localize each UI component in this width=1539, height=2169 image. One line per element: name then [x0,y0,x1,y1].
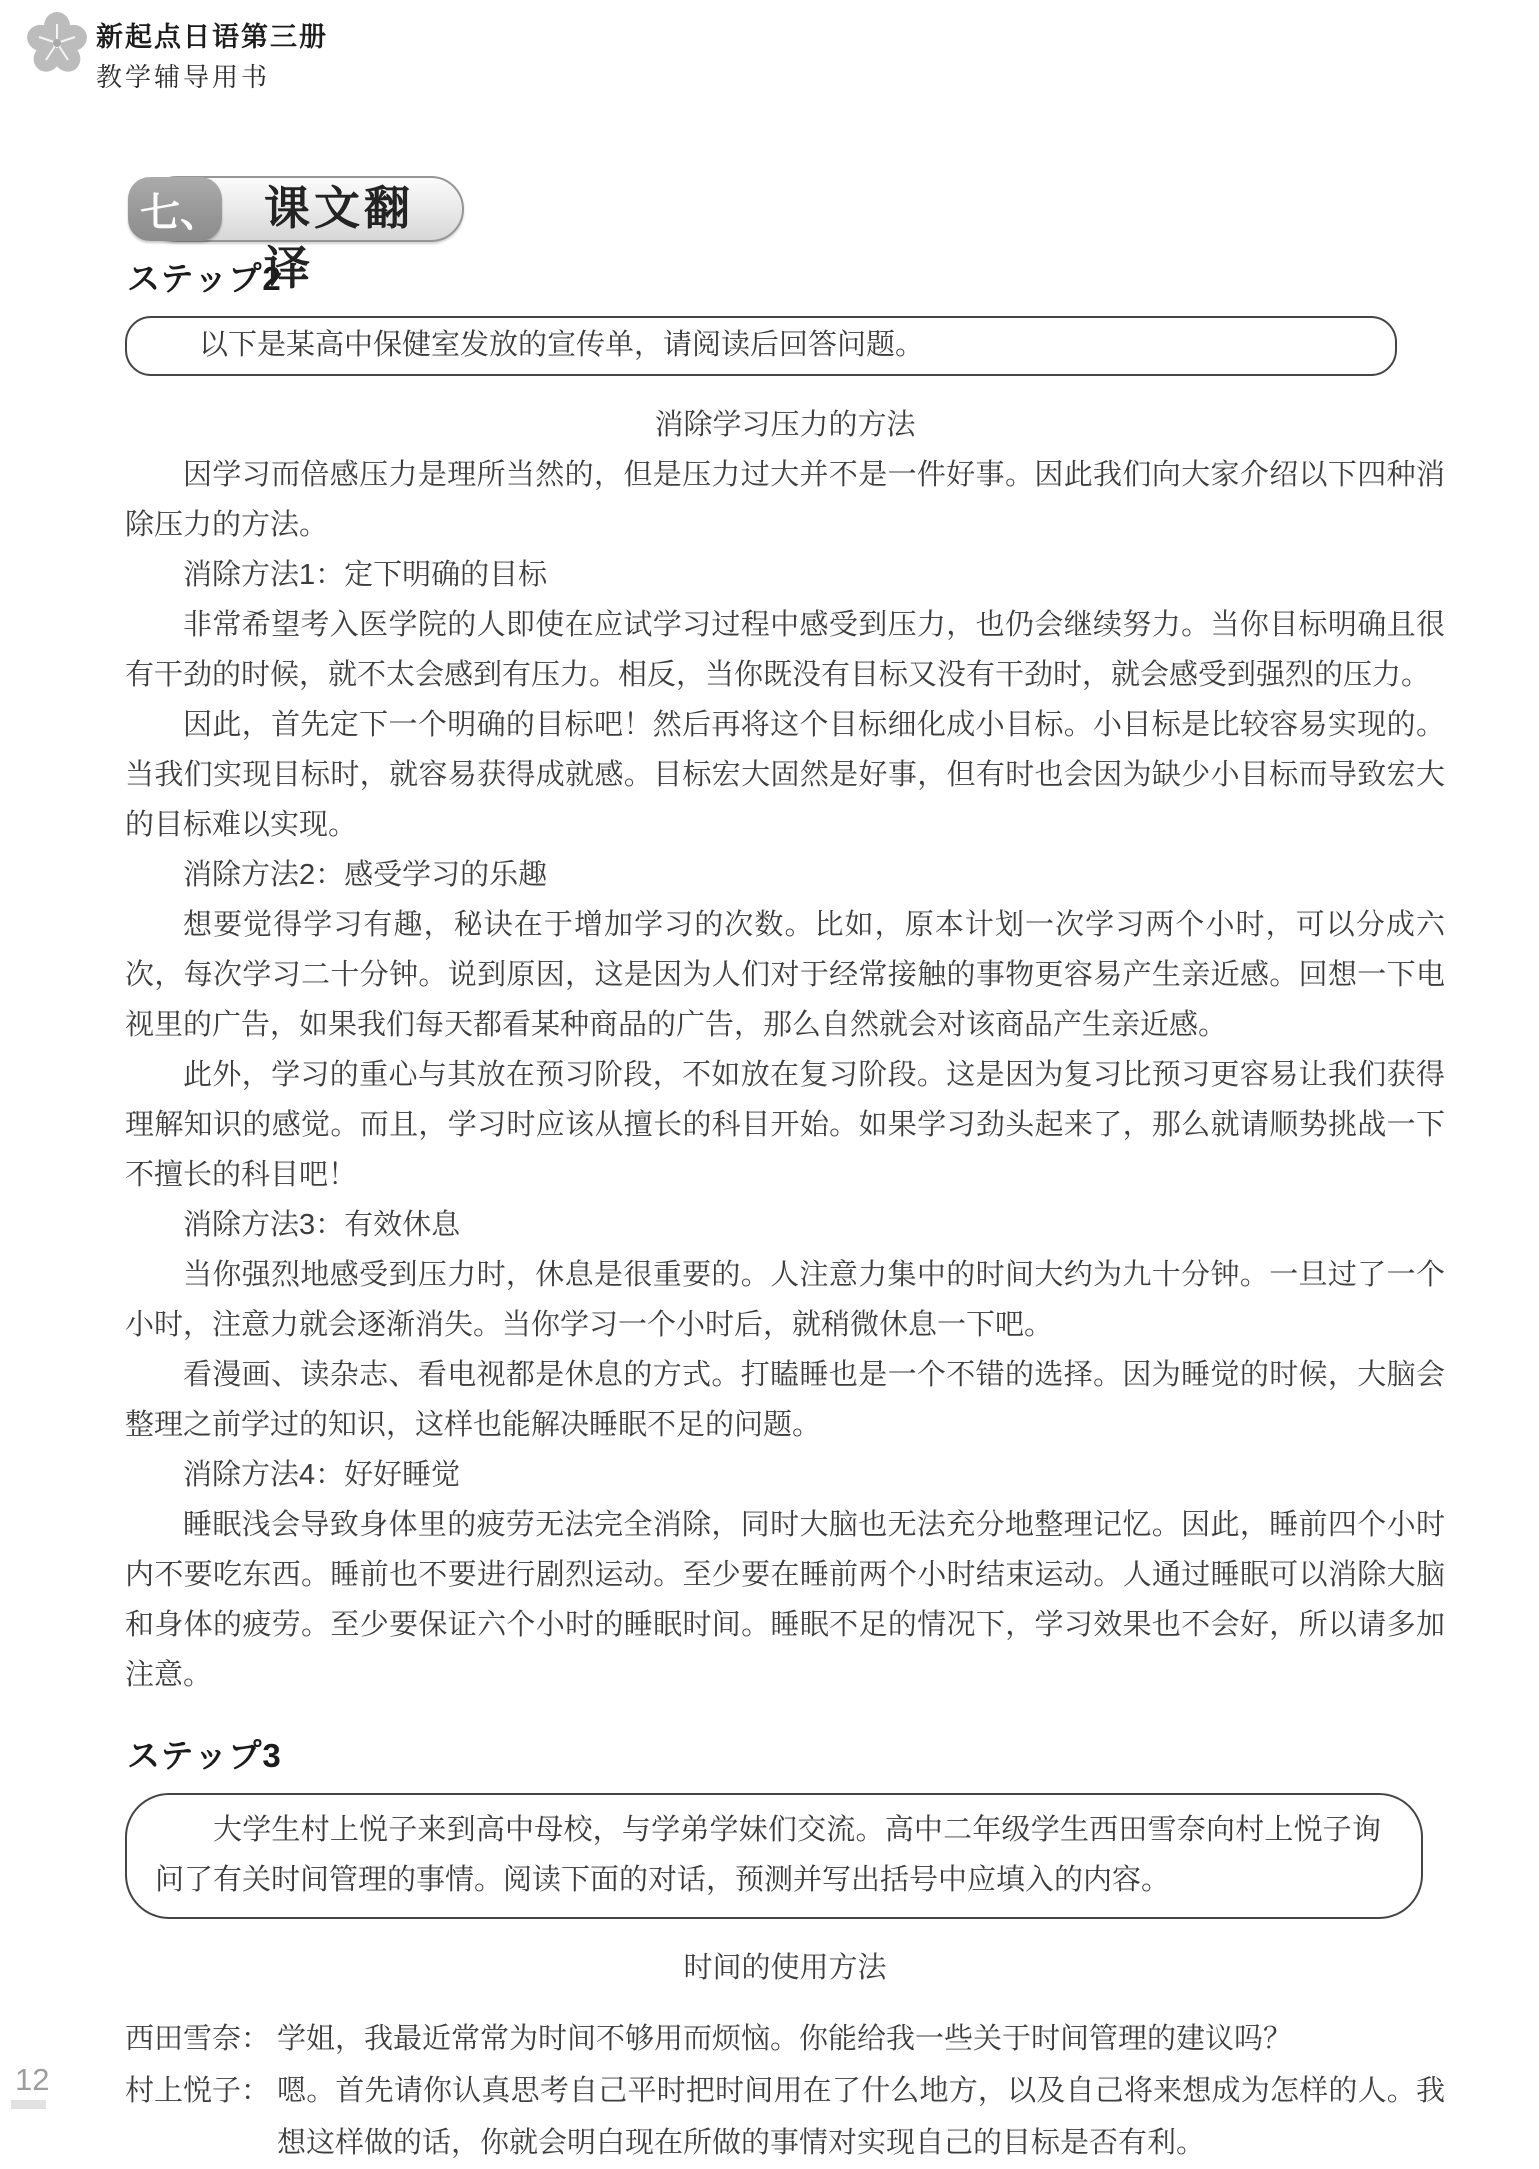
page-number: 12 [15,2062,50,2097]
book-subtitle: 教学辅导用书 [96,61,271,92]
article-paragraph: 想要觉得学习有趣，秘诀在于增加学习的次数。比如，原本计划一次学习两个小时，可以分成六次，每次学习二十分钟。说到原因，这是因为人们对于经常接触的事物更容易产生亲近感。回想一下电视里的广告，如果我们每天都看某种商品的广告，那么自然就会对该商品产生亲近感。 [125,909,1445,1041]
section-number-pill [128,177,222,241]
flower-logo-icon [26,12,88,76]
section-title: 课文翻译 [264,182,414,294]
dialogue-row [125,2013,1445,2065]
book-titles [96,12,328,94]
article-paragraph: 消除方法1：定下明确的目标 [183,559,548,591]
article-paragraph: 看漫画、读杂志、看电视都是休息的方式。打瞌睡也是一个不错的选择。因为睡觉的时候，大脑会整理之前学过的知识，这样也能解决睡眠不足的问题。 [125,1359,1445,1441]
page-number-bar [11,2100,46,2109]
step2-article-title: 消除学习压力的方法 [654,409,916,441]
book-title: 新起点日语第三册 [96,22,328,52]
dialogue-speaker: 村上悦子： [125,2075,271,2107]
article-paragraph: 消除方法2：感受学习的乐趣 [183,859,548,891]
article-paragraph: 因此，首先定下一个明确的目标吧！然后再将这个目标细化成小目标。小目标是比较容易实现的。当我们实现目标时，就容易获得成就感。目标宏大固然是好事，但有时也会因为缺少小目标而导致宏大的目标难以实现。 [125,709,1445,841]
article-paragraph: 睡眠浅会导致身体里的疲劳无法完全消除，同时大脑也无法充分地整理记忆。因此，睡前四个小时内不要吃东西。睡前也不要进行剧烈运动。至少要在睡前两个小时结束运动。人通过睡眠可以消除大脑和身体的疲劳。至少要保证六个小时的睡眠时间。睡眠不足的情况下，学习效果也不会好，所以请多加注意。 [125,1509,1445,1691]
dialogue-speaker: 西田雪奈： [125,2023,271,2055]
article-column [125,253,1445,2169]
article-paragraph: 因学习而倍感压力是理所当然的，但是压力过大并不是一件好事。因此我们向大家介绍以下四种消除压力的方法。 [125,459,1445,541]
step2-instruction-box [125,316,1397,376]
section-number: 七、 [140,190,220,235]
step2-instruction-text: 以下是某高中保健室发放的宣传单，请阅读后回答问题。 [199,329,925,361]
dialogue [125,2013,1445,2169]
step3-instruction-box [125,1793,1423,1919]
step2-heading: ステップ2 [127,260,282,297]
dialogue-speech: 学姐，我最近常常为时间不够用而烦恼。你能给我一些关于时间管理的建议吗？ [277,2023,1293,2055]
step2-body [125,450,1445,1700]
dialogue-row [125,2065,1445,2169]
book-header [26,12,328,94]
step3-instruction-text: 大学生村上悦子来到高中母校，与学弟学妹们交流。高中二年级学生西田雪奈向村上悦子询问了有关时间管理的事情。阅读下面的对话，预测并写出括号中应填入的内容。 [155,1814,1381,1896]
step3-heading: ステップ3 [127,1737,282,1774]
article-paragraph: 消除方法4：好好睡觉 [183,1459,461,1491]
article-paragraph: 当你强烈地感受到压力时，休息是很重要的。人注意力集中的时间大约为九十分钟。一旦过了一个小时，注意力就会逐渐消失。当你学习一个小时后，就稍微休息一下吧。 [125,1259,1445,1341]
dialogue-speech: 嗯。首先请你认真思考自己平时把时间用在了什么地方，以及自己将来想成为怎样的人。我想这样做的话，你就会明白现在所做的事情对实现自己的目标是否有利。 [277,2075,1445,2159]
article-paragraph: 非常希望考入医学院的人即使在应试学习过程中感受到压力，也仍会继续努力。当你目标明确且很有干劲的时候，就不太会感到有压力。相反，当你既没有目标又没有干劲时，就会感受到强烈的压力。 [125,609,1445,691]
article-paragraph: 此外，学习的重心与其放在预习阶段，不如放在复习阶段。这是因为复习比预习更容易让我们获得理解知识的感觉。而且，学习时应该从擅长的科目开始。如果学习劲头起来了，那么就请顺势挑战一下不擅长的科目吧！ [125,1059,1445,1191]
article-paragraph: 消除方法3：有效休息 [183,1209,461,1241]
step3-article-title: 时间的使用方法 [683,1952,887,1984]
